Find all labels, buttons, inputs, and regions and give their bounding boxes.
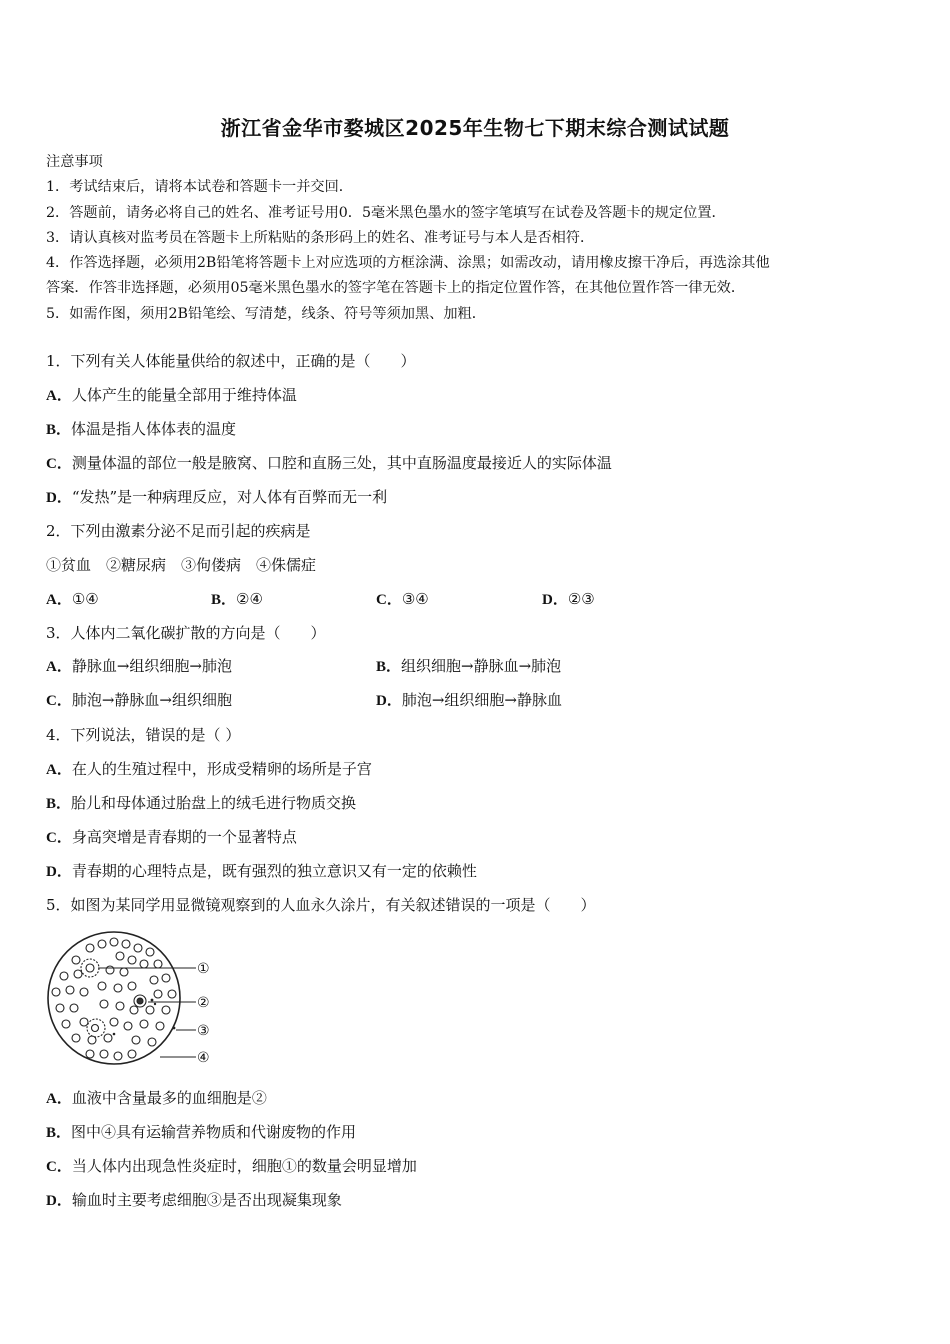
option-label: A． — [46, 1091, 72, 1107]
option-text: 组织细胞→静脉血→肺泡 — [401, 657, 562, 675]
question-1-stem: 1．下列有关人体能量供给的叙述中，正确的是（ ） — [46, 352, 416, 370]
option-text: ②④ — [236, 590, 263, 608]
option-label: D． — [542, 592, 568, 608]
option-label: A． — [46, 762, 72, 778]
page-title: 浙江省金华市婺城区2025年生物七下期末综合测试试题 — [220, 116, 730, 140]
option-text: ②③ — [567, 590, 595, 608]
option-text: 青春期的心理特点是，既有强烈的独立意识又有一定的依赖性 — [71, 862, 477, 880]
option-label: A． — [46, 592, 72, 608]
option-label: A． — [46, 659, 72, 675]
notes-line: 2．答题前，请务必将自己的姓名、准考证号用0．5毫米黑色墨水的签字笔填写在试卷及答题卡的规定位置． — [46, 204, 726, 221]
option-text: 血液中含量最多的血细胞是② — [71, 1089, 267, 1107]
question-3-option-c — [46, 689, 232, 710]
option-text: 人体产生的能量全部用于维持体温 — [71, 386, 297, 404]
figure-label-4: ④ — [197, 1050, 210, 1066]
figure-label-2: ② — [197, 995, 210, 1011]
option-text: 体温是指人体体表的温度 — [71, 420, 237, 438]
notes-line: 3．请认真核对监考员在答题卡上所粘贴的条形码上的姓名、准考证号与本人是否相符． — [46, 229, 595, 246]
question-2-stem: 2．下列由激素分泌不足而引起的疾病是 — [46, 522, 311, 540]
option-label: D． — [46, 1193, 72, 1209]
option-text: 身高突增是青春期的一个显著特点 — [71, 828, 297, 846]
option-label: B． — [46, 1125, 72, 1141]
option-text: 胎儿和母体通过胎盘上的绒毛进行物质交换 — [71, 794, 357, 812]
question-1-option-b — [46, 418, 236, 439]
notes-line: 1．考试结束后，请将本试卷和答题卡一并交回． — [46, 179, 353, 196]
question-4-option-a — [46, 758, 372, 779]
question-3-option-a — [46, 655, 232, 676]
question-5-option-b — [46, 1121, 356, 1142]
option-label: D． — [46, 490, 72, 506]
option-label: B． — [211, 592, 237, 608]
option-text: 肺泡→静脉血→组织细胞 — [71, 691, 232, 709]
option-label: C． — [376, 592, 402, 608]
question-4-stem: 4．下列说法，错误的是（ ） — [46, 726, 241, 744]
question-1-option-d — [46, 486, 387, 507]
notes-line: 4．作答选择题，必须用2B铅笔将答题卡上对应选项的方框涂满、涂黑；如需改动，请用橡皮擦干净后，再选涂其他 — [46, 255, 770, 272]
question-4-option-d — [46, 860, 477, 881]
question-1-option-a — [46, 384, 297, 405]
option-text: 输血时主要考虑细胞③是否出现凝集现象 — [71, 1191, 342, 1209]
option-label: B． — [46, 796, 72, 812]
question-5-stem: 5．如图为某同学用显微镜观察到的人血永久涂片，有关叙述错误的一项是（ ） — [46, 896, 596, 914]
question-2-option-a — [46, 588, 99, 609]
option-label: A． — [46, 388, 72, 404]
question-5-option-a — [46, 1087, 267, 1108]
notes-line: 答案．作答非选择题，必须用05毫米黑色墨水的签字笔在答题卡上的指定位置作答，在其他位置作答一律无效． — [46, 280, 746, 297]
notes-line: 5．如需作图，须用2B铅笔绘、写清楚，线条、符号等须加黑、加粗． — [46, 305, 486, 322]
question-4-option-c — [46, 826, 297, 847]
question-4-option-b — [46, 792, 356, 813]
notes-section — [46, 150, 906, 327]
question-2-option-b — [211, 588, 263, 609]
option-text: 在人的生殖过程中，形成受精卵的场所是子宫 — [71, 760, 372, 778]
option-text: 测量体温的部位一般是腋窝、口腔和直肠三处，其中直肠温度最接近人的实际体温 — [71, 454, 612, 472]
option-text: ①④ — [71, 590, 99, 608]
option-text: 肺泡→组织细胞→静脉血 — [401, 691, 562, 709]
option-label: C． — [46, 693, 72, 709]
option-label: B． — [376, 659, 402, 675]
option-text: 当人体内出现急性炎症时，细胞①的数量会明显增加 — [71, 1157, 417, 1175]
blood-smear-figure — [40, 930, 230, 1070]
question-2-sub: ①贫血 ②糖尿病 ③佝偻病 ④侏儒症 — [46, 556, 317, 574]
field-of-view-circle — [48, 932, 180, 1064]
question-3-stem: 3．人体内二氧化碳扩散的方向是（ ） — [46, 624, 326, 642]
option-label: C． — [46, 1159, 72, 1175]
question-1-option-c — [46, 452, 612, 473]
option-text: 静脉血→组织细胞→肺泡 — [71, 657, 232, 675]
option-text: 图中④具有运输营养物质和代谢废物的作用 — [71, 1123, 357, 1141]
option-label: D． — [46, 864, 72, 880]
option-label: C． — [46, 456, 72, 472]
question-3-option-b — [376, 655, 561, 676]
question-3-option-d — [376, 689, 562, 710]
question-2-option-d — [542, 588, 595, 609]
question-2-option-c — [376, 588, 429, 609]
platelets — [113, 999, 176, 1036]
option-label: C． — [46, 830, 72, 846]
option-text: “发热”是一种病理反应，对人体有百弊而无一利 — [71, 488, 388, 506]
option-label: D． — [376, 693, 402, 709]
option-label: B． — [46, 422, 72, 438]
notes-heading: 注意事项 — [46, 154, 103, 170]
figure-label-3: ③ — [197, 1023, 210, 1039]
question-5-option-d — [46, 1189, 342, 1210]
question-5-option-c — [46, 1155, 417, 1176]
red-blood-cells — [52, 938, 176, 1060]
option-text: ③④ — [401, 590, 429, 608]
figure-label-1: ① — [197, 961, 210, 977]
